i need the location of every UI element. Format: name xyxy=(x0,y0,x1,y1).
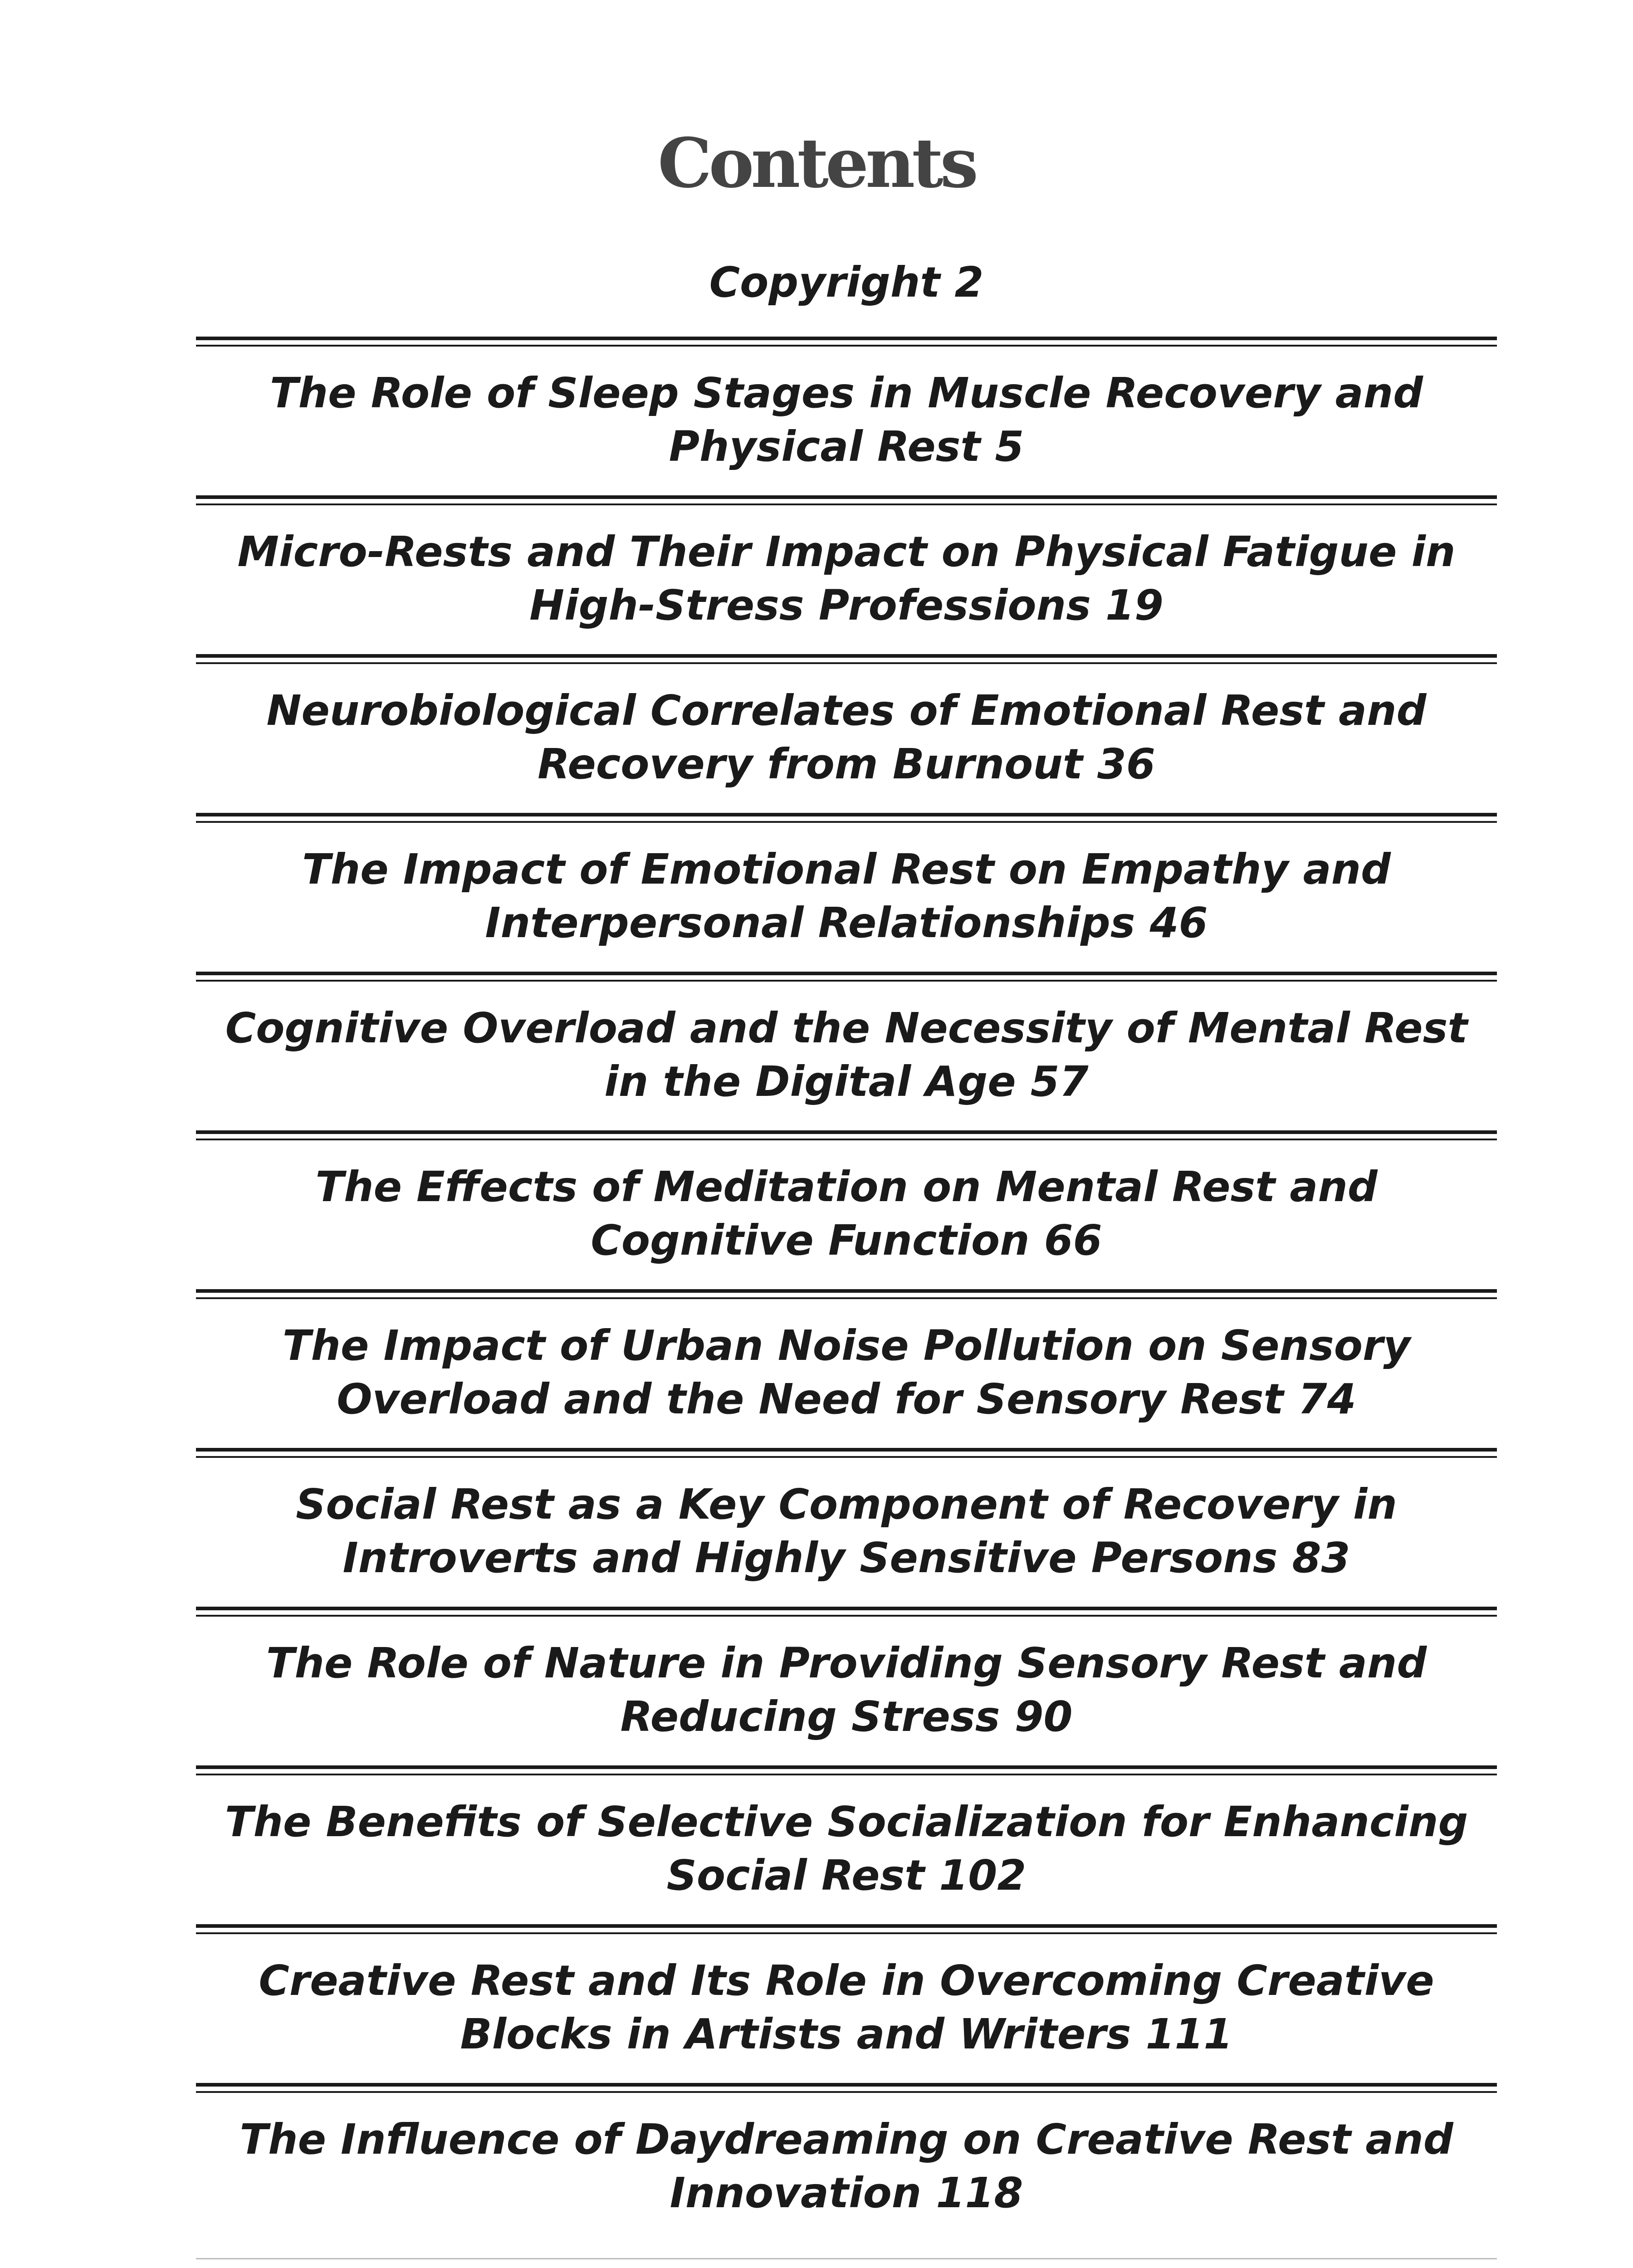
toc-entry-text: The Effects of Meditation on Mental Rest and Cognitive Function 66 xyxy=(315,1163,1378,1265)
toc-entry[interactable] xyxy=(196,841,1497,952)
toc-entry-text: The Role of Nature in Providing Sensory Rest and Reducing Stress 90 xyxy=(266,1639,1427,1741)
footer-divider xyxy=(196,2258,1497,2259)
toc-entry-text: Social Rest as a Key Component of Recovery in Introverts and Highly Sensitive Persons 83 xyxy=(296,1480,1397,1582)
toc-entry-text: Creative Rest and Its Role in Overcoming Creative Blocks in Artists and Writers 111 xyxy=(259,1956,1434,2058)
toc-entry-text: Micro-Rests and Their Impact on Physical Fatigue in High-Stress Professions 19 xyxy=(237,528,1456,630)
toc-entry[interactable] xyxy=(196,365,1497,475)
double-rule-divider xyxy=(196,475,1497,523)
double-rule-divider xyxy=(196,2063,1497,2111)
toc-entry-text: The Influence of Daydreaming on Creative Rest and Innovation 118 xyxy=(240,2115,1453,2217)
toc-entry[interactable] xyxy=(196,1794,1497,1904)
toc-entry-text: Copyright 2 xyxy=(709,258,984,307)
double-rule-divider xyxy=(196,1587,1497,1635)
toc-entry[interactable] xyxy=(196,523,1497,634)
double-rule-divider xyxy=(196,1904,1497,1952)
toc-entry[interactable] xyxy=(196,1158,1497,1269)
toc-entry-text: The Impact of Emotional Rest on Empathy and Interpersonal Relationships 46 xyxy=(302,845,1391,947)
toc-entry[interactable] xyxy=(196,1476,1497,1587)
toc-entry[interactable] xyxy=(196,2111,1497,2222)
toc-entry[interactable] xyxy=(196,682,1497,793)
toc-entry-text: The Impact of Urban Noise Pollution on Sensory Overload and the Need for Sensory Rest 74 xyxy=(282,1321,1411,1423)
double-rule-divider xyxy=(196,317,1497,365)
double-rule-divider xyxy=(196,1110,1497,1158)
double-rule-divider xyxy=(196,1745,1497,1794)
toc-entry[interactable] xyxy=(196,1952,1497,2063)
double-rule-divider xyxy=(196,1269,1497,1317)
toc-entry-text: Cognitive Overload and the Necessity of Mental Rest in the Digital Age 57 xyxy=(225,1004,1468,1106)
double-rule-divider xyxy=(196,1428,1497,1476)
double-rule-divider xyxy=(196,634,1497,682)
toc-entry[interactable] xyxy=(196,1000,1497,1110)
contents-title: Contents xyxy=(657,123,975,203)
toc-entry-text: The Benefits of Selective Socialization for Enhancing Social Rest 102 xyxy=(225,1798,1468,1900)
double-rule-divider xyxy=(196,952,1497,1000)
table-of-contents xyxy=(196,249,1497,2222)
double-rule-divider xyxy=(196,793,1497,841)
toc-entry[interactable] xyxy=(196,1635,1497,1745)
toc-entry[interactable] xyxy=(196,1317,1497,1428)
toc-entry-text: Neurobiological Correlates of Emotional Rest and Recovery from Burnout 36 xyxy=(266,686,1427,788)
toc-entry-text: The Role of Sleep Stages in Muscle Recovery and Physical Rest 5 xyxy=(269,369,1423,471)
toc-entry[interactable] xyxy=(196,249,1497,317)
